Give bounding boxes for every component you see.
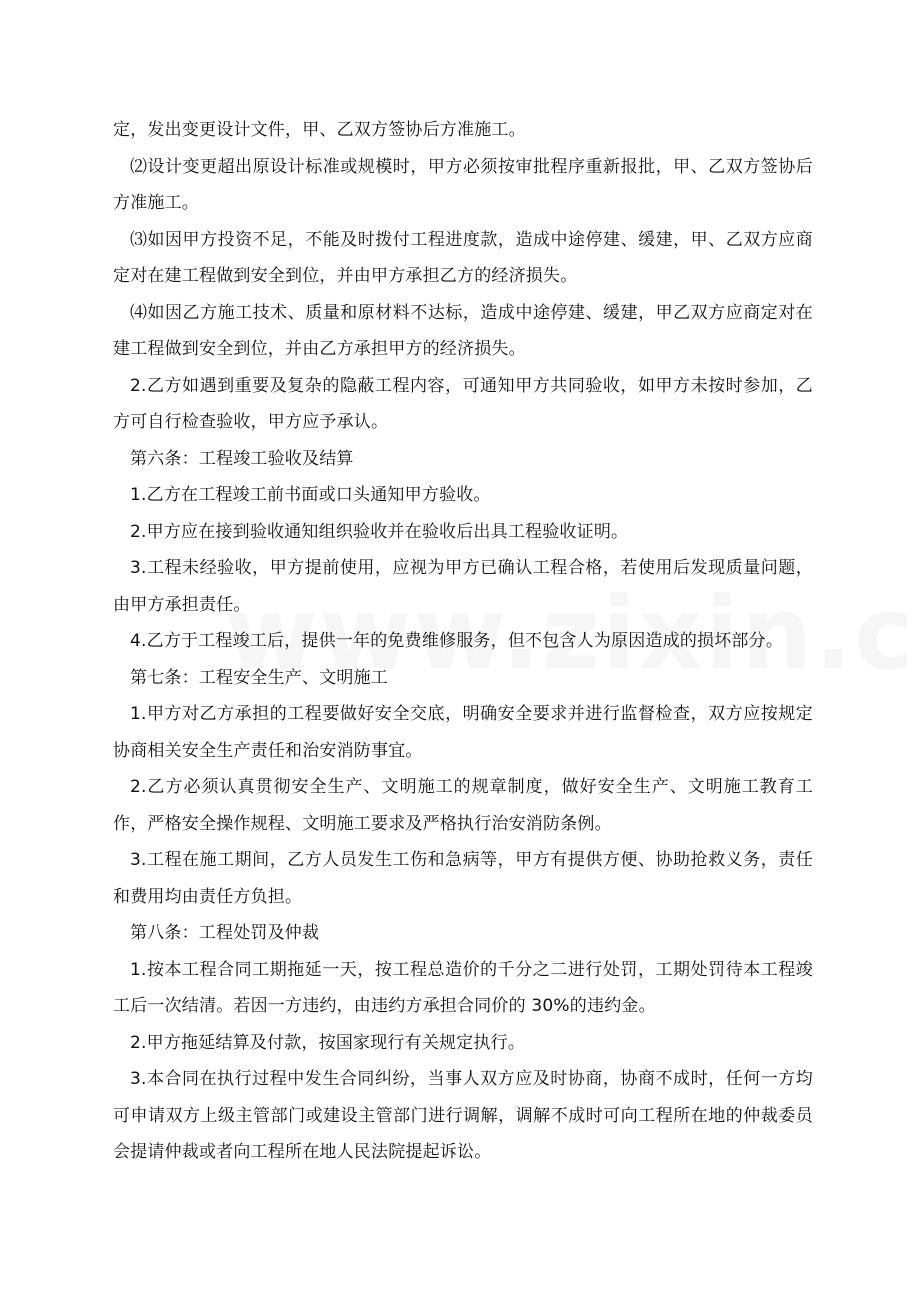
paragraph: 3.本合同在执行过程中发生合同纠纷，当事人双方应及时协商，协商不成时，任何一方均可申请双方上级主管部门或建设主管部门进行调解，调解不成时可向工程所在地的仲裁委员会提请仲裁或者向工程所在地人民法院提起诉讼。: [113, 1069, 813, 1162]
paragraph: 3.工程未经验收，甲方提前使用，应视为甲方已确认工程合格，若使用后发现质量问题，由甲方承担责任。: [113, 558, 813, 615]
paragraph: ⑶如因甲方投资不足，不能及时拨付工程进度款，造成中途停建、缓建，甲、乙双方应商定对在建工程做到安全到位，并由甲方承担乙方的经济损失。: [113, 229, 813, 286]
paragraph: 2.甲方拖延结算及付款，按国家现行有关规定执行。: [130, 1032, 526, 1053]
paragraph: ⑵设计变更超出原设计标准或规模时，甲方必须按审批程序重新报批，甲、乙双方签协后方准施工。: [113, 156, 813, 213]
paragraph: 2.乙方如遇到重要及复杂的隐蔽工程内容，可通知甲方共同验收，如甲方未按时参加，乙方可自行检查验收，甲方应予承认。: [113, 375, 813, 432]
document-body: [113, 112, 813, 1171]
section-heading: 第七条：工程安全生产、文明施工: [130, 667, 388, 688]
section-heading: 第六条：工程竣工验收及结算: [130, 448, 354, 469]
paragraph: 定，发出变更设计文件，甲、乙双方签协后方准施工。: [113, 120, 526, 140]
paragraph: 2.乙方必须认真贯彻安全生产、文明施工的规章制度，做好安全生产、文明施工教育工作，严格安全操作规程、文明施工要求及严格执行治安消防条例。: [113, 777, 813, 834]
paragraph: 4.乙方于工程竣工后，提供一年的免费维修服务，但不包含人为原因造成的损坏部分。: [130, 631, 784, 651]
section-heading: 第八条：工程处罚及仲裁: [130, 923, 320, 943]
paragraph: ⑷如因乙方施工技术、质量和原材料不达标，造成中途停建、缓建，甲乙双方应商定对在建工程做到安全到位，并由乙方承担甲方的经济损失。: [113, 302, 813, 359]
paragraph: 2.甲方应在接到验收通知组织验收并在验收后出具工程验收证明。: [130, 521, 629, 542]
paragraph: 3.工程在施工期间，乙方人员发生工伤和急病等，甲方有提供方便、协助抢救义务，责任和费用均由责任方负担。: [113, 850, 813, 907]
paragraph: 1.按本工程合同工期拖延一天，按工程总造价的千分之二进行处罚，工期处罚待本工程竣工后一次结清。若因一方违约，由违约方承担合同价的 30%的违约金。: [113, 959, 813, 1016]
paragraph: 1.乙方在工程竣工前书面或口头通知甲方验收。: [130, 485, 491, 505]
paragraph: 1.甲方对乙方承担的工程要做好安全交底，明确安全要求并进行监督检查，双方应按规定协商相关安全生产责任和治安消防事宜。: [113, 704, 813, 761]
